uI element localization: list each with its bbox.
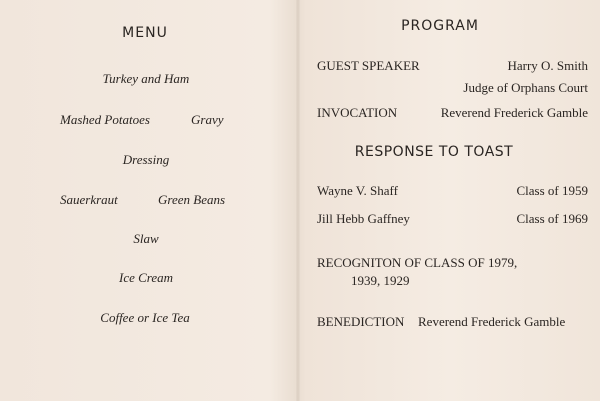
guest-speaker-name: Harry O. Smith bbox=[507, 58, 588, 73]
response-class: Class of 1959 bbox=[516, 183, 588, 198]
invocation-name: Reverend Frederick Gamble bbox=[440, 105, 588, 120]
menu-item: Sauerkraut bbox=[60, 192, 118, 207]
guest-speaker-title: Judge of Orphans Court bbox=[463, 80, 588, 95]
program-title: PROGRAM bbox=[401, 18, 479, 34]
response-heading: RESPONSE TO TOAST bbox=[354, 144, 514, 160]
menu-item: Dressing bbox=[122, 152, 170, 167]
menu-item: Slaw bbox=[133, 231, 159, 246]
page-fold bbox=[296, 0, 300, 401]
response-name: Wayne V. Shaff bbox=[317, 183, 398, 198]
benediction-label: BENEDICTION bbox=[317, 314, 405, 329]
recognition-line2: 1939, 1929 bbox=[351, 273, 410, 288]
menu-item: Mashed Potatoes bbox=[60, 112, 150, 127]
recognition-line1: RECOGNITON OF CLASS OF 1979, bbox=[317, 255, 518, 270]
invocation-label: INVOCATION bbox=[317, 105, 398, 120]
menu-item: Turkey and Ham bbox=[102, 71, 190, 86]
menu-item: Ice Cream bbox=[118, 270, 174, 285]
response-name: Jill Hebb Gaffney bbox=[317, 211, 410, 226]
menu-item: Gravy bbox=[191, 112, 224, 127]
menu-item: Coffee or Ice Tea bbox=[100, 310, 190, 325]
guest-speaker-label: GUEST SPEAKER bbox=[317, 58, 420, 73]
benediction-name: Reverend Frederick Gamble bbox=[418, 314, 566, 329]
menu-title: MENU bbox=[122, 25, 168, 41]
menu-item: Green Beans bbox=[158, 192, 226, 207]
response-class: Class of 1969 bbox=[516, 211, 588, 226]
